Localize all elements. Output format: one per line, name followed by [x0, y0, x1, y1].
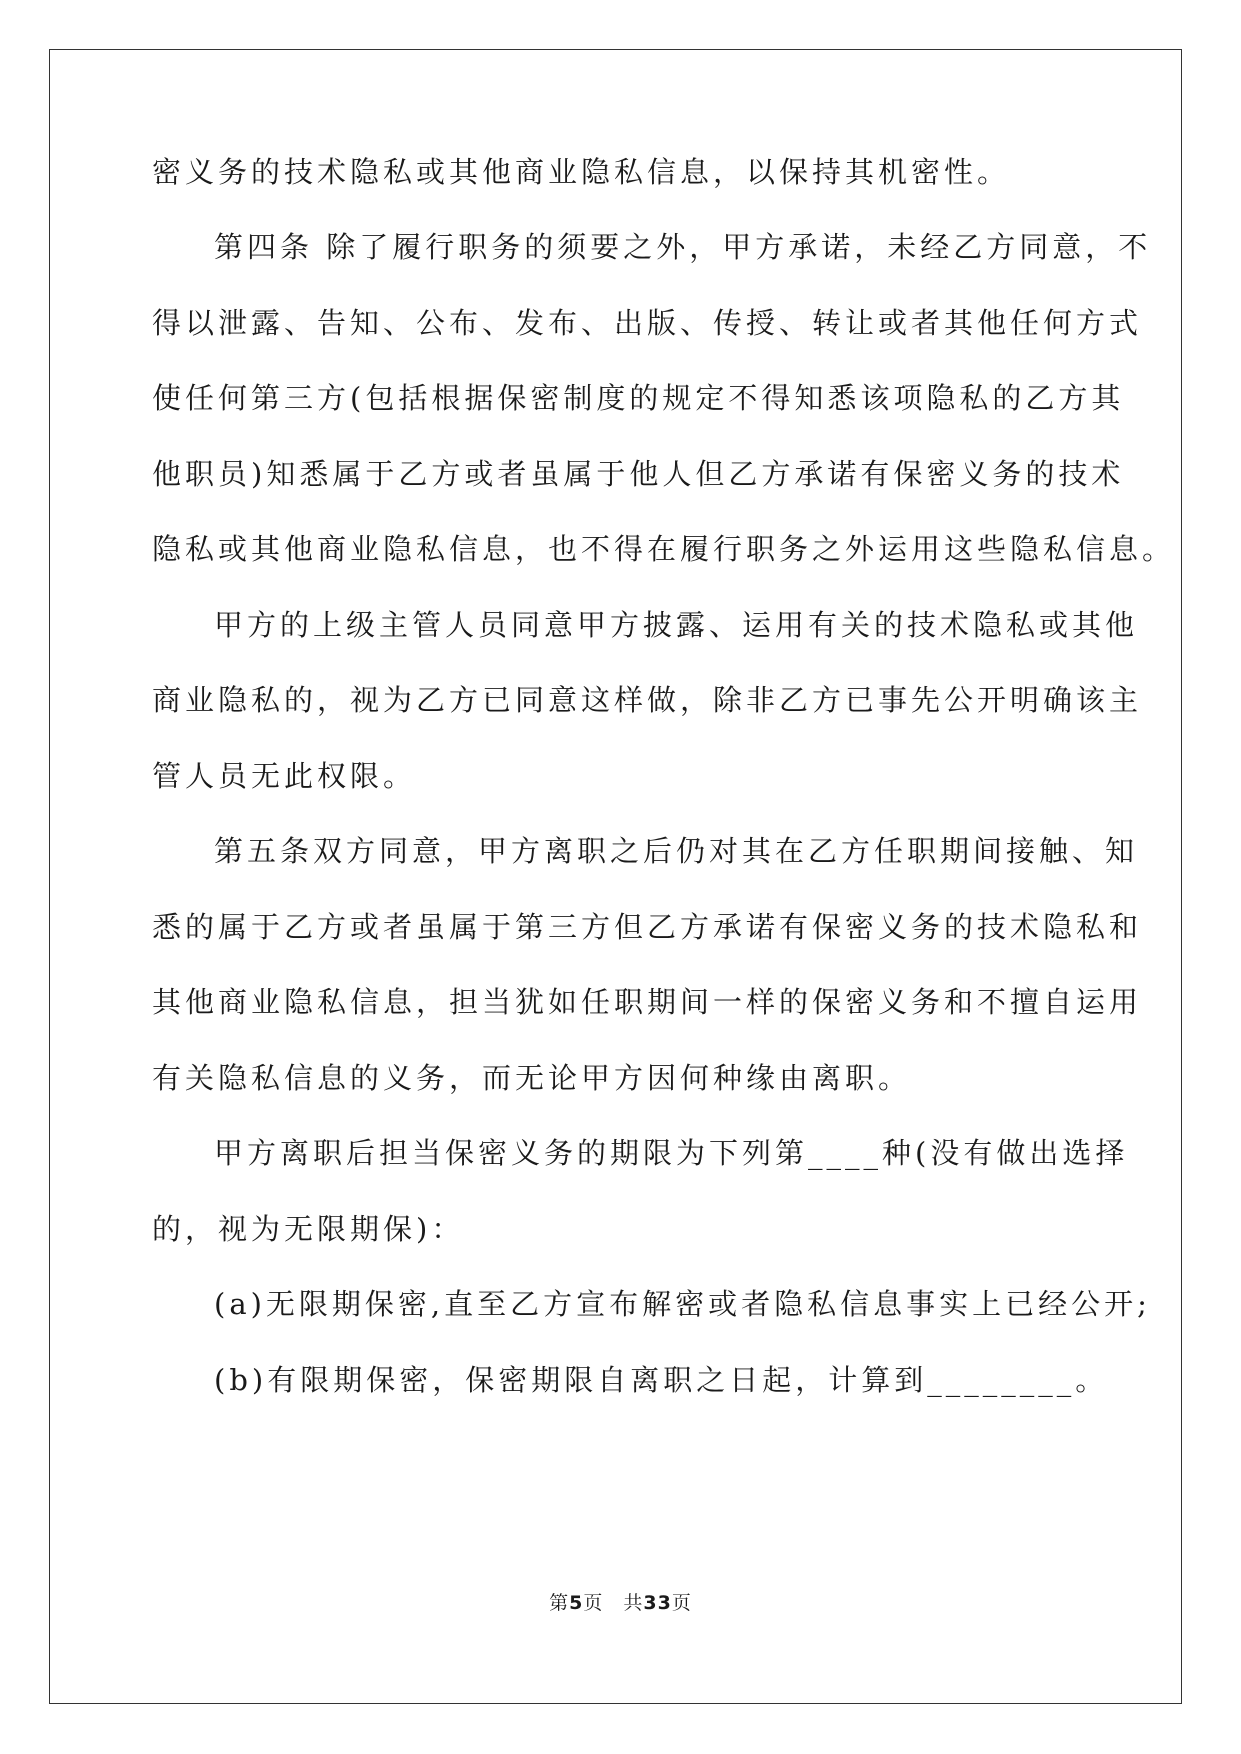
text-line: 商业隐私的，视为乙方已同意这样做，除非乙方已事先公开明确该主	[152, 683, 1143, 717]
text-line: 第五条双方同意，甲方离职之后仍对其在乙方任职期间接触、知	[214, 834, 1139, 868]
text-line: 隐私或其他商业隐私信息，也不得在履行职务之外运用这些隐私信息。	[152, 532, 1176, 566]
text-line: 管人员无此权限。	[152, 759, 417, 793]
text-line: 甲方的上级主管人员同意甲方披露、运用有关的技术隐私或其他	[214, 608, 1139, 642]
footer-page-mid: 页 共	[583, 1592, 644, 1614]
page-border	[49, 49, 1182, 1704]
text-line: 悉的属于乙方或者虽属于第三方但乙方承诺有保密义务的技术隐私和	[152, 910, 1143, 944]
text-line: 其他商业隐私信息，担当犹如任职期间一样的保密义务和不擅自运用	[152, 985, 1143, 1019]
text-line: 的，视为无限期保)：	[152, 1212, 465, 1246]
text-line: 他职员)知悉属于乙方或者虽属于他人但乙方承诺有保密义务的技术	[152, 457, 1125, 491]
text-line: 第四条 除了履行职务的须要之外，甲方承诺，未经乙方同意，不	[214, 230, 1152, 264]
text-line: 使任何第三方(包括根据保密制度的规定不得知悉该项隐私的乙方其	[152, 381, 1125, 415]
page-footer	[0, 1588, 1241, 1615]
text-line: 有关隐私信息的义务，而无论甲方因何种缘由离职。	[152, 1061, 912, 1095]
text-line: 密义务的技术隐私或其他商业隐私信息，以保持其机密性。	[152, 155, 1011, 189]
footer-page-suffix: 页	[671, 1592, 692, 1614]
footer-page-prefix: 第	[549, 1592, 570, 1614]
footer-page-number: 5	[569, 1592, 584, 1614]
text-line: 甲方离职后担当保密义务的期限为下列第____种(没有做出选择	[214, 1136, 1129, 1170]
footer-page-total: 33	[643, 1592, 672, 1614]
text-line: (a)无限期保密,直至乙方宣布解密或者隐私信息事实上已经公开;	[214, 1287, 1151, 1321]
text-line: (b)有限期保密，保密期限自离职之日起，计算到________。	[214, 1363, 1109, 1397]
text-line: 得以泄露、告知、公布、发布、出版、传授、转让或者其他任何方式	[152, 306, 1143, 340]
